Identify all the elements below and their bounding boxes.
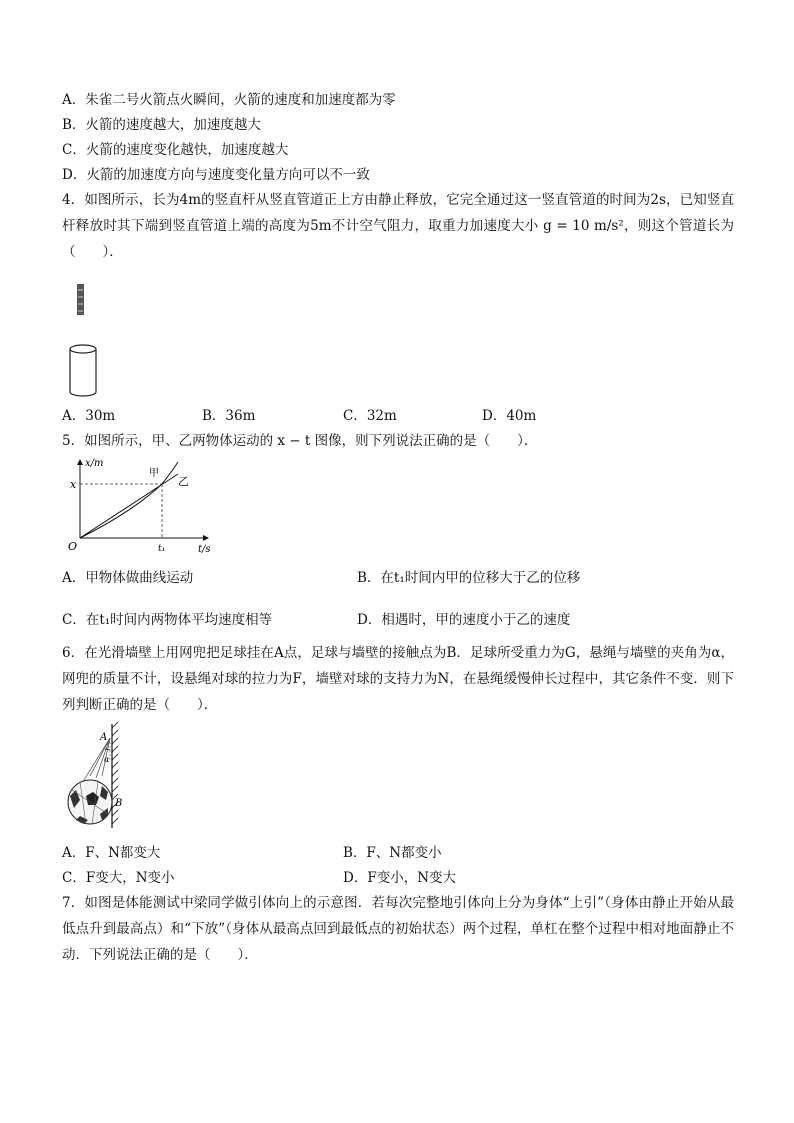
q3-option-d: D．火箭的加速度方向与速度变化量方向可以不一致	[62, 167, 370, 183]
q6-option-b: B．F、N都变小	[343, 845, 442, 861]
angle-alpha-label: α	[104, 755, 110, 764]
q6-option-a: A．F、N都变大	[62, 845, 161, 861]
falling-rod	[77, 284, 84, 315]
x-mark-label: x	[70, 478, 77, 491]
q5-option-b: B．在t₁时间内甲的位移大于乙的位移	[357, 570, 581, 586]
point-a-label: A	[100, 732, 108, 743]
q5-option-a: A．甲物体做曲线运动	[62, 570, 194, 586]
line-yi	[80, 474, 178, 538]
y-axis-label: x/m	[85, 458, 104, 469]
q4-stem: 4．如图所示，长为4m的竖直杆从竖直管道正上方由静止释放，它完全通过这一竖直管道的时间为2s，已知竖直杆释放时其下端到竖直管道上端的高度为5m不计空气阻力，取重力加速度大小 g = 10 m/s²，则这个管道长为（ ）．	[62, 192, 734, 260]
q5-stem: 5．如图所示，甲、乙两物体运动的 x − t 图像，则下列说法正确的是（ ）．	[62, 433, 538, 449]
t-axis-label: t/s	[198, 544, 211, 555]
smooth-wall	[112, 722, 118, 828]
q6-football-figure	[62, 720, 142, 832]
q5-option-d: D．相遇时，甲的速度小于乙的速度	[357, 612, 571, 628]
q3-option-b: B．火箭的速度越大，加速度越大	[62, 117, 261, 133]
q3-option-c: C．火箭的速度变化越快，加速度越大	[62, 142, 289, 158]
origin-label: O	[68, 540, 78, 553]
q3-option-a: A．朱雀二号火箭点火瞬间，火箭的速度和加速度都为零	[62, 92, 396, 108]
t1-mark-label: t₁	[158, 544, 166, 554]
q4-option-a: A．30m	[62, 408, 116, 424]
label-jia: 甲	[149, 468, 159, 479]
point-b-label: B	[115, 798, 123, 809]
q4-option-c: C．32m	[343, 408, 397, 424]
label-yi: 乙	[178, 475, 189, 488]
q6-option-c: C．F变大，N变小	[62, 870, 175, 886]
curve-jia	[80, 462, 178, 538]
vertical-pipe	[70, 345, 96, 396]
football	[68, 780, 112, 824]
q4-option-d: D．40m	[482, 408, 537, 424]
q5-option-c: C．在t₁时间内两物体平均速度相等	[62, 612, 273, 628]
q4-option-b: B．36m	[202, 408, 256, 424]
q6-option-d: D．F变小，N变大	[343, 870, 457, 886]
q6-stem: 6．在光滑墙壁上用网兜把足球挂在A点，足球与墙壁的接触点为B．足球所受重力为G，悬绳与墙壁的夹角为α，网兜的质量不计，设悬绳对球的拉力为F，墙壁对球的支持力为N，在悬绳缓慢伸长过程中，其它条件不变．则下列判断正确的是（ ）．	[62, 645, 734, 713]
q4-figure	[62, 282, 122, 400]
q5-xt-graph	[62, 452, 222, 558]
q7-stem: 7．如图是体能测试中梁同学做引体向上的示意图．若每次完整地引体向上分为身体“上引”（身体由静止开始从最低点升到最高点）和“下放”（身体从最高点回到最低点的初始状态）两个过程，单杠在整个过程中相对地面静止不动．下列说法正确的是（ ）．	[62, 895, 734, 963]
